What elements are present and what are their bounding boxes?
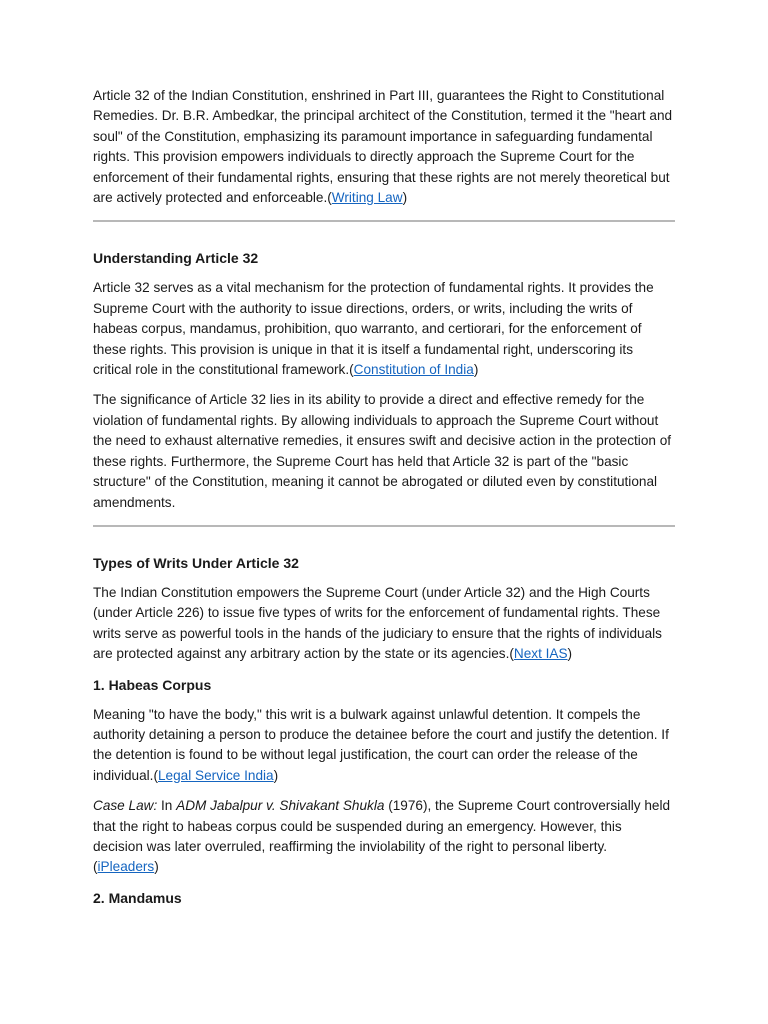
link-writing-law[interactable]: Writing Law — [331, 190, 403, 206]
link-ipleaders[interactable]: iPleaders — [97, 859, 155, 875]
case-law-in: In — [157, 798, 177, 814]
understanding-paragraph-1 — [93, 278, 675, 380]
open-paren: ( — [153, 767, 158, 783]
writs-intro-paragraph — [93, 583, 675, 665]
close-paren: ) — [273, 767, 279, 783]
open-paren: ( — [509, 646, 514, 662]
section-divider — [93, 220, 675, 222]
open-paren: ( — [93, 859, 98, 875]
close-paren: ) — [567, 646, 573, 662]
understanding-p1-text: Article 32 serves as a vital mechanism for the protection of fundamental rights. It provides the Supreme Court with the authority to issue directions, orders, or writs, including the writs of habeas corpus, mandamus, prohibition, quo warranto, and certiorari, for the enforcement of these rights. This provision is unique in that it is itself a fundamental right, underscoring its critical role in the constitutional framework. — [93, 280, 654, 378]
section-divider — [93, 525, 675, 527]
intro-paragraph — [93, 86, 675, 208]
close-paren: ) — [473, 362, 479, 378]
link-constitution-of-india[interactable]: Constitution of India — [353, 362, 474, 378]
understanding-paragraph-2: The significance of Article 32 lies in its ability to provide a direct and effective remedy for the violation of fundamental rights. By allowing individuals to approach the Supreme Court without the need to exhaust alternative remedies, it ensures swift and decisive action in the protection of these rights. Furthermore, the Supreme Court has held that Article 32 is part of the "basic structure" of the Constitution, meaning it cannot be abrogated or diluted even by constitutional amendments. — [93, 392, 672, 510]
intro-text: Article 32 of the Indian Constitution, enshrined in Part III, guarantees the Right to Constitutional Remedies. Dr. B.R. Ambedkar, the principal architect of the Constitution, termed it the "heart and soul" of the Constitution, emphasizing its paramount importance in safeguarding fundamental rights. This provision empowers individuals to directly approach the Supreme Court for the enforcement of their fundamental rights, ensuring that these rights are not merely theoretical but are actively protected and enforceable. — [93, 88, 673, 206]
case-name: ADM Jabalpur v. Shivakant Shukla — [176, 798, 385, 814]
heading-habeas-corpus: 1. Habeas Corpus — [93, 676, 212, 693]
habeas-paragraph-1 — [93, 705, 675, 787]
heading-understanding-article-32: Understanding Article 32 — [93, 250, 259, 267]
link-legal-service-india[interactable]: Legal Service India — [158, 767, 274, 783]
link-next-ias[interactable]: Next IAS — [513, 646, 568, 662]
habeas-p1-text: Meaning "to have the body," this writ is a bulwark against unlawful detention. It compels the authority detaining a person to produce the detainee before the court and justify the detention. If the detention is found to be without legal justification, the court can order the release of the individual. — [93, 706, 669, 783]
close-paren: ) — [154, 859, 159, 875]
case-law-label: Case Law: — [93, 798, 158, 814]
open-paren: ( — [349, 362, 354, 378]
heading-types-of-writs: Types of Writs Under Article 32 — [93, 554, 299, 571]
writs-intro-text: The Indian Constitution empowers the Supreme Court (under Article 32) and the High Courts (under Article 226) to issue five types of writs for the enforcement of fundamental rights. These writs serve as powerful tools in the hands of the judiciary to ensure that the rights of individuals are protected against any arbitrary action by the state or its agencies. — [93, 584, 662, 662]
close-paren: ) — [402, 190, 408, 206]
open-paren: ( — [327, 190, 332, 206]
case-law-text: (1976), the Supreme Court controversially held that the right to habeas corpus could be suspended during an emergency. However, this decision was later overruled, reaffirming the inviolability of the right to personal liberty. — [93, 798, 671, 854]
habeas-case-law-paragraph — [93, 796, 675, 878]
heading-mandamus: 2. Mandamus — [93, 889, 182, 906]
